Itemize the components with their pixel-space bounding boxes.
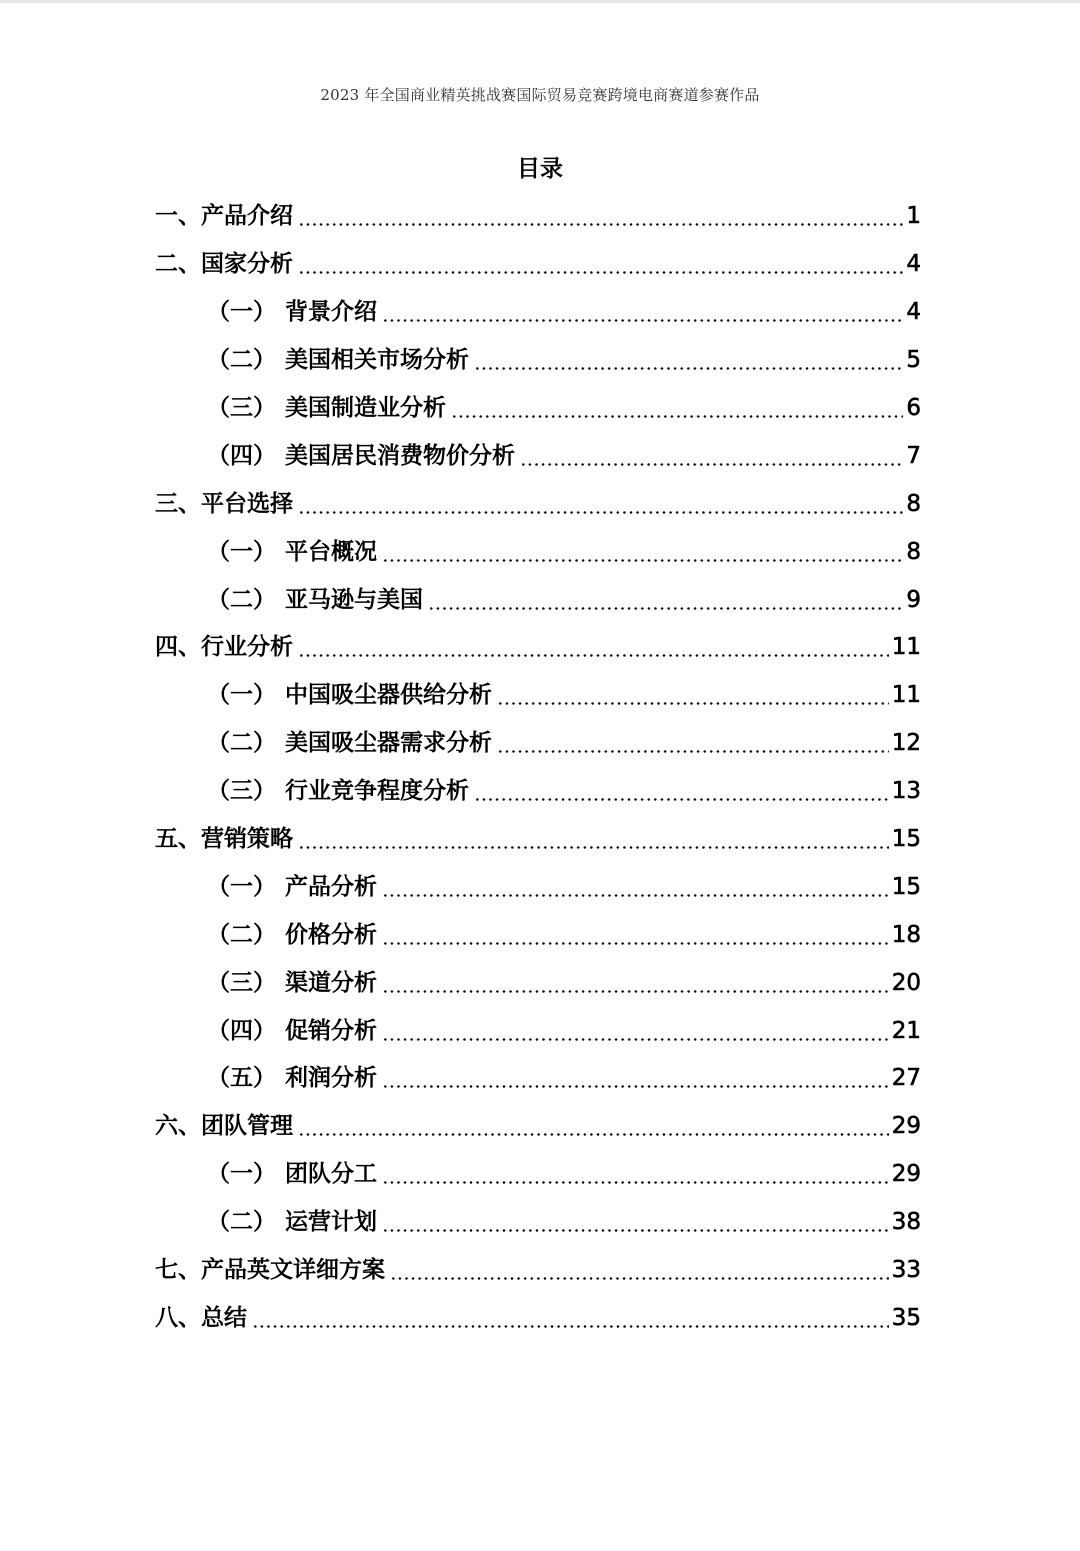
toc-dot-leader — [474, 798, 889, 801]
toc-entry-number: （一） — [207, 299, 276, 326]
toc-entry-number: （一） — [207, 682, 276, 709]
toc-entry-subsection[interactable] — [155, 672, 921, 720]
toc-entry-title: 中国吸尘器供给分析 — [285, 682, 492, 709]
toc-entry-title: 利润分析 — [285, 1065, 377, 1092]
toc-entry-title: 促销分析 — [285, 1017, 377, 1044]
toc-entry-number: 七、 — [155, 1257, 201, 1284]
toc-entry-title: 团队管理 — [201, 1113, 293, 1140]
toc-entry-number: 八、 — [155, 1304, 201, 1331]
toc-dot-leader — [382, 894, 889, 897]
toc-page-number: 27 — [891, 1065, 921, 1092]
toc-page-number: 9 — [906, 586, 921, 613]
table-of-contents — [155, 193, 921, 1342]
toc-entry-number: （五） — [207, 1065, 276, 1092]
toc-entry-subsection[interactable] — [155, 385, 921, 433]
toc-title: 目录 — [517, 156, 563, 182]
toc-dot-leader — [382, 1038, 889, 1041]
toc-entry-number: （二） — [207, 921, 276, 948]
toc-page-number: 12 — [891, 730, 921, 757]
toc-entry-number: （四） — [207, 442, 276, 469]
toc-entry-title: 平台选择 — [201, 490, 293, 517]
toc-entry-subsection[interactable] — [155, 1007, 921, 1055]
toc-dot-leader — [382, 942, 889, 945]
toc-page-number: 33 — [891, 1257, 921, 1284]
toc-page-number: 35 — [891, 1304, 921, 1331]
toc-dot-leader — [382, 319, 903, 322]
toc-dot-leader — [451, 415, 903, 418]
toc-entry-title: 产品分析 — [285, 873, 377, 900]
toc-dot-leader — [382, 1181, 889, 1184]
toc-entry-number: 一、 — [155, 203, 201, 230]
toc-dot-leader — [390, 1277, 889, 1280]
toc-entry-title: 背景介绍 — [285, 299, 377, 326]
toc-entry-section[interactable] — [155, 241, 921, 289]
toc-dot-leader — [382, 990, 889, 993]
toc-entry-number: 三、 — [155, 490, 201, 517]
toc-entry-title: 营销策略 — [201, 826, 293, 853]
toc-entry-section[interactable] — [155, 1294, 921, 1342]
toc-entry-number: 五、 — [155, 826, 201, 853]
toc-entry-number: （二） — [207, 730, 276, 757]
toc-dot-leader — [298, 271, 903, 274]
toc-entry-number: （二） — [207, 586, 276, 613]
toc-dot-leader — [298, 223, 903, 226]
toc-dot-leader — [298, 654, 889, 657]
toc-page-number: 5 — [906, 347, 921, 374]
toc-entry-number: 六、 — [155, 1113, 201, 1140]
toc-entry-number: （二） — [207, 347, 276, 374]
toc-page-number: 29 — [891, 1161, 921, 1188]
toc-entry-subsection[interactable] — [155, 863, 921, 911]
toc-entry-title: 美国吸尘器需求分析 — [285, 730, 492, 757]
toc-entry-section[interactable] — [155, 624, 921, 672]
toc-entry-subsection[interactable] — [155, 768, 921, 816]
toc-entry-subsection[interactable] — [155, 911, 921, 959]
toc-entry-title: 美国制造业分析 — [285, 395, 446, 421]
toc-entry-subsection[interactable] — [155, 528, 921, 576]
toc-entry-subsection[interactable] — [155, 576, 921, 624]
toc-dot-leader — [298, 846, 889, 849]
toc-page-number: 11 — [891, 682, 921, 709]
toc-entry-title: 行业竞争程度分析 — [285, 778, 469, 805]
toc-dot-leader — [382, 1229, 889, 1232]
toc-page-number: 13 — [891, 778, 921, 805]
toc-entry-title: 价格分析 — [285, 921, 377, 948]
toc-dot-leader — [520, 463, 903, 466]
toc-page-number: 8 — [906, 490, 921, 517]
toc-dot-leader — [382, 1085, 889, 1088]
toc-entry-subsection[interactable] — [155, 1055, 921, 1103]
toc-entry-subsection[interactable] — [155, 720, 921, 768]
toc-entry-subsection[interactable] — [155, 959, 921, 1007]
toc-entry-number: （三） — [207, 778, 276, 805]
page-top-edge — [0, 0, 1080, 3]
toc-page-number: 6 — [906, 395, 921, 421]
toc-page-number: 38 — [891, 1209, 921, 1236]
toc-entry-title: 平台概况 — [285, 538, 377, 565]
toc-page-number: 15 — [891, 826, 921, 853]
toc-entry-subsection[interactable] — [155, 432, 921, 480]
toc-entry-number: （四） — [207, 1017, 276, 1044]
toc-dot-leader — [474, 367, 903, 370]
toc-entry-number: 二、 — [155, 251, 201, 278]
toc-entry-title: 总结 — [201, 1304, 247, 1331]
toc-page-number: 4 — [906, 251, 921, 278]
toc-page-number: 11 — [891, 634, 921, 661]
toc-entry-title: 产品介绍 — [201, 203, 293, 230]
toc-dot-leader — [382, 559, 903, 562]
toc-entry-title: 国家分析 — [201, 251, 293, 278]
toc-dot-leader — [497, 750, 889, 753]
toc-entry-subsection[interactable] — [155, 1199, 921, 1247]
toc-entry-title: 团队分工 — [285, 1161, 377, 1188]
toc-page-number: 8 — [906, 538, 921, 565]
toc-dot-leader — [497, 702, 889, 705]
document-header: 2023 年全国商业精英挑战赛国际贸易竞赛跨境电商赛道参赛作品 — [320, 86, 760, 104]
toc-entry-title: 渠道分析 — [285, 969, 377, 996]
toc-page-number: 1 — [906, 203, 921, 230]
toc-entry-section[interactable] — [155, 480, 921, 528]
toc-entry-number: 四、 — [155, 634, 201, 661]
toc-entry-section[interactable] — [155, 1103, 921, 1151]
toc-entry-title: 运营计划 — [285, 1209, 377, 1236]
toc-page-number: 18 — [891, 921, 921, 948]
toc-dot-leader — [298, 1133, 889, 1136]
toc-entry-section[interactable] — [155, 816, 921, 864]
toc-dot-leader — [298, 511, 903, 514]
toc-page-number: 7 — [906, 442, 921, 469]
toc-entry-number: （一） — [207, 873, 276, 900]
toc-page-number: 4 — [906, 299, 921, 326]
toc-page-number: 21 — [891, 1017, 921, 1044]
toc-entry-subsection[interactable] — [155, 289, 921, 337]
toc-entry-title: 产品英文详细方案 — [201, 1257, 385, 1284]
toc-entry-number: （三） — [207, 969, 276, 996]
toc-dot-leader — [252, 1325, 889, 1328]
toc-entry-title: 亚马逊与美国 — [285, 586, 423, 613]
toc-entry-number: （一） — [207, 538, 276, 565]
toc-entry-title: 行业分析 — [201, 634, 293, 661]
toc-entry-subsection[interactable] — [155, 1151, 921, 1199]
toc-entry-section[interactable] — [155, 193, 921, 241]
toc-page-number: 15 — [891, 873, 921, 900]
toc-entry-title: 美国居民消费物价分析 — [285, 442, 515, 469]
toc-page-number: 29 — [891, 1113, 921, 1140]
toc-dot-leader — [428, 607, 903, 610]
toc-entry-section[interactable] — [155, 1247, 921, 1295]
toc-entry-title: 美国相关市场分析 — [285, 347, 469, 374]
toc-entry-number: （三） — [207, 395, 276, 421]
toc-page-number: 20 — [891, 969, 921, 996]
toc-entry-number: （一） — [207, 1161, 276, 1188]
toc-entry-number: （二） — [207, 1209, 276, 1236]
toc-entry-subsection[interactable] — [155, 337, 921, 385]
